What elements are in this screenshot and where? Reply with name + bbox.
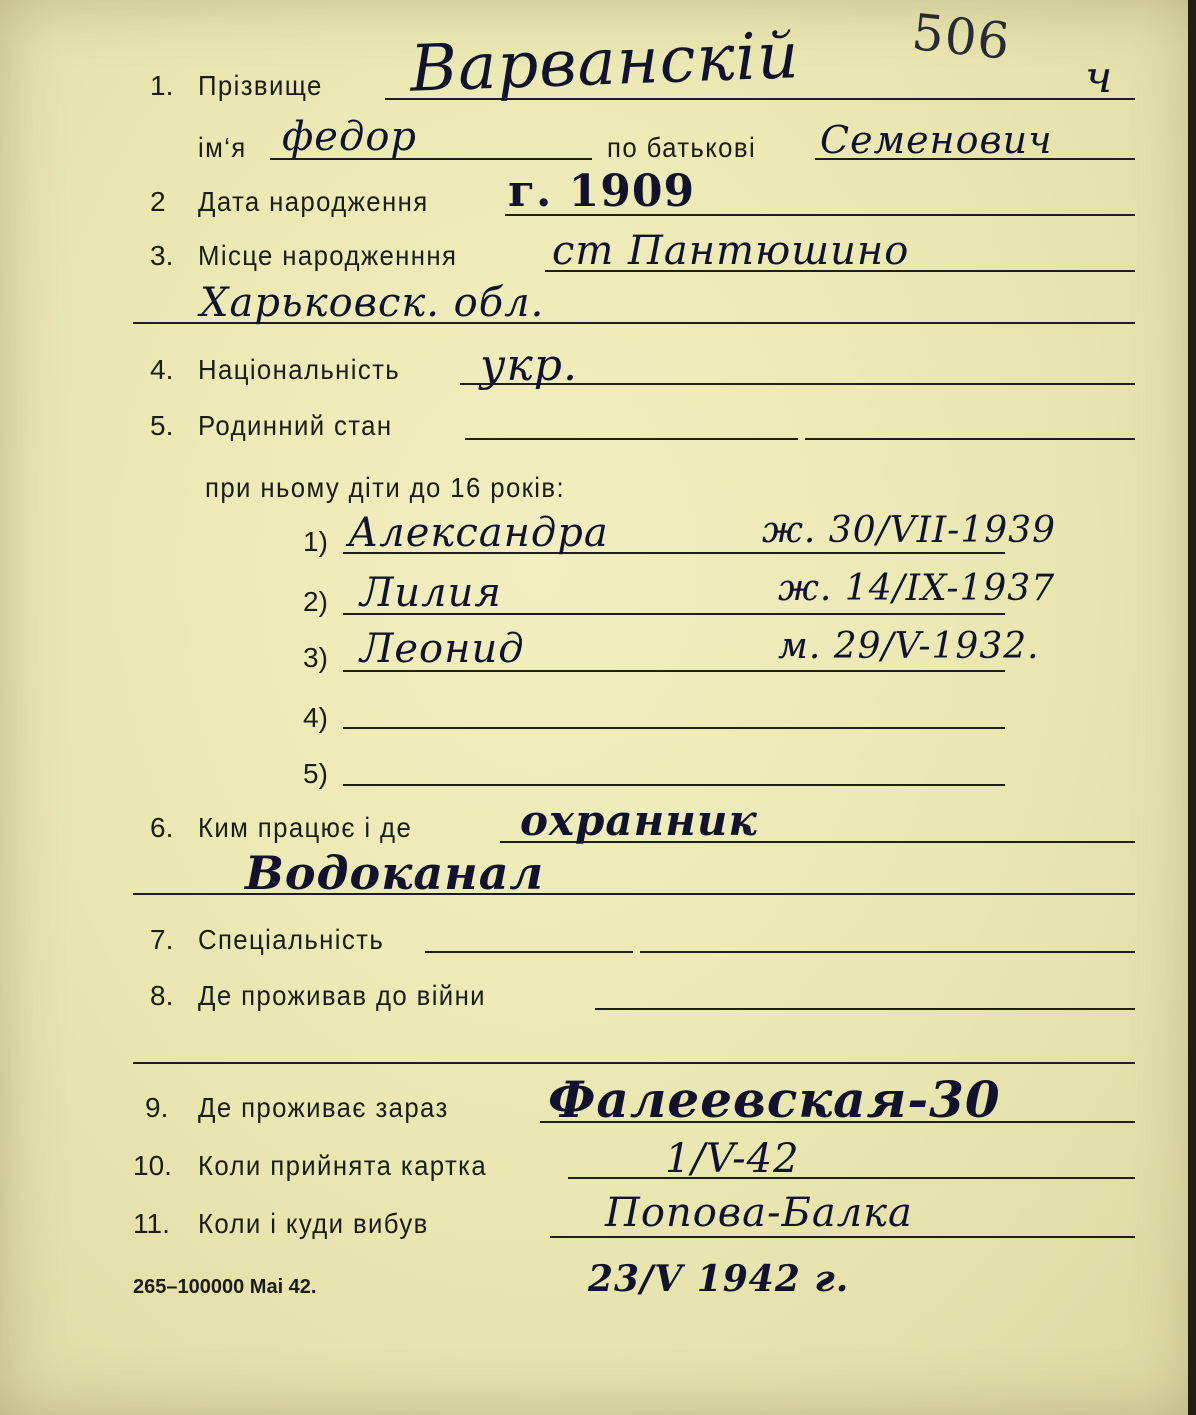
departure-value-1: Попова-Балка	[605, 1190, 913, 1236]
specialty-line-1	[425, 951, 633, 953]
first-name-value: федор	[282, 114, 418, 160]
marital-status-line-2	[805, 438, 1135, 440]
child-birth-1: ж. 30/VII-1939	[762, 510, 1056, 551]
field-number-2: 2	[150, 186, 166, 217]
child-birth-3: м. 29/V-1932.	[778, 626, 1040, 667]
field-number-11: 11.	[133, 1208, 170, 1239]
current-residence-label: Де проживає зараз	[198, 1092, 449, 1123]
marital-status-line-1	[465, 438, 798, 440]
archive-number: 506	[909, 3, 1014, 71]
child-index-2: 2)	[303, 586, 328, 617]
nationality-value: укр.	[480, 340, 578, 391]
child-index-3: 3)	[303, 642, 328, 673]
field-number-6: 6.	[150, 812, 174, 843]
employment-value-1: охранник	[520, 796, 758, 845]
child-birth-2: ж. 14/IX-1937	[778, 568, 1056, 609]
prewar-residence-line-2	[133, 1062, 1135, 1064]
field-number-1: 1.	[150, 70, 174, 101]
child-index-5: 5)	[303, 758, 328, 789]
card-accepted-line	[568, 1177, 1135, 1179]
child-name-3: Леонид	[360, 626, 525, 672]
birth-date-label: Дата народження	[198, 186, 429, 217]
field-number-10: 10.	[133, 1150, 172, 1181]
print-mark: 265–100000 Mai 42.	[133, 1276, 317, 1298]
field-number-9: 9.	[145, 1092, 169, 1123]
field-number-5: 5.	[150, 410, 174, 441]
patronymic-value: Семенович	[820, 118, 1053, 162]
departure-line	[550, 1236, 1135, 1238]
employment-value-2: Водоканал	[245, 846, 545, 900]
current-residence-value: Фалеевская-30	[548, 1070, 1001, 1129]
specialty-line-2	[640, 951, 1135, 953]
child-line-5	[343, 784, 1005, 786]
birth-date-value: г. 1909	[508, 166, 696, 217]
marital-status-label: Родинний стан	[198, 410, 393, 441]
birth-place-label: Місце народженння	[198, 240, 458, 271]
child-name-2: Лилия	[360, 570, 502, 616]
surname-label: Прізвище	[198, 70, 323, 101]
nationality-label: Національність	[198, 354, 401, 385]
surname-value: Варванскій	[408, 19, 801, 107]
prewar-residence-label: Де проживав до війни	[198, 980, 486, 1011]
child-index-1: 1)	[303, 526, 328, 557]
employment-label: Ким працює і де	[198, 812, 413, 843]
card-accepted-value: 1/V-42	[665, 1136, 800, 1182]
specialty-label: Спеціальність	[198, 924, 385, 955]
field-number-8: 8.	[150, 980, 174, 1011]
prewar-residence-line-1	[595, 1008, 1135, 1010]
patronymic-label: по батькові	[607, 132, 757, 163]
departure-value-2: 23/V 1942 г.	[588, 1258, 850, 1300]
child-line-4	[343, 727, 1005, 729]
surname-mark: ч	[1085, 52, 1114, 103]
field-number-3: 3.	[150, 240, 174, 271]
child-name-1: Александра	[348, 510, 609, 556]
children-label: при ньому діти до 16 років:	[205, 472, 566, 503]
birth-place-value-1: ст Пантюшино	[552, 228, 910, 274]
card-accepted-label: Коли прийнята картка	[198, 1150, 488, 1181]
first-name-label: ім‘я	[198, 132, 247, 163]
card-edge-shadow	[1188, 0, 1196, 1415]
child-index-4: 4)	[303, 702, 328, 733]
birth-place-value-2: Харьковск. обл.	[200, 280, 545, 326]
field-number-7: 7.	[150, 924, 174, 955]
departure-label: Коли і куди вибув	[198, 1208, 429, 1239]
field-number-4: 4.	[150, 354, 174, 385]
